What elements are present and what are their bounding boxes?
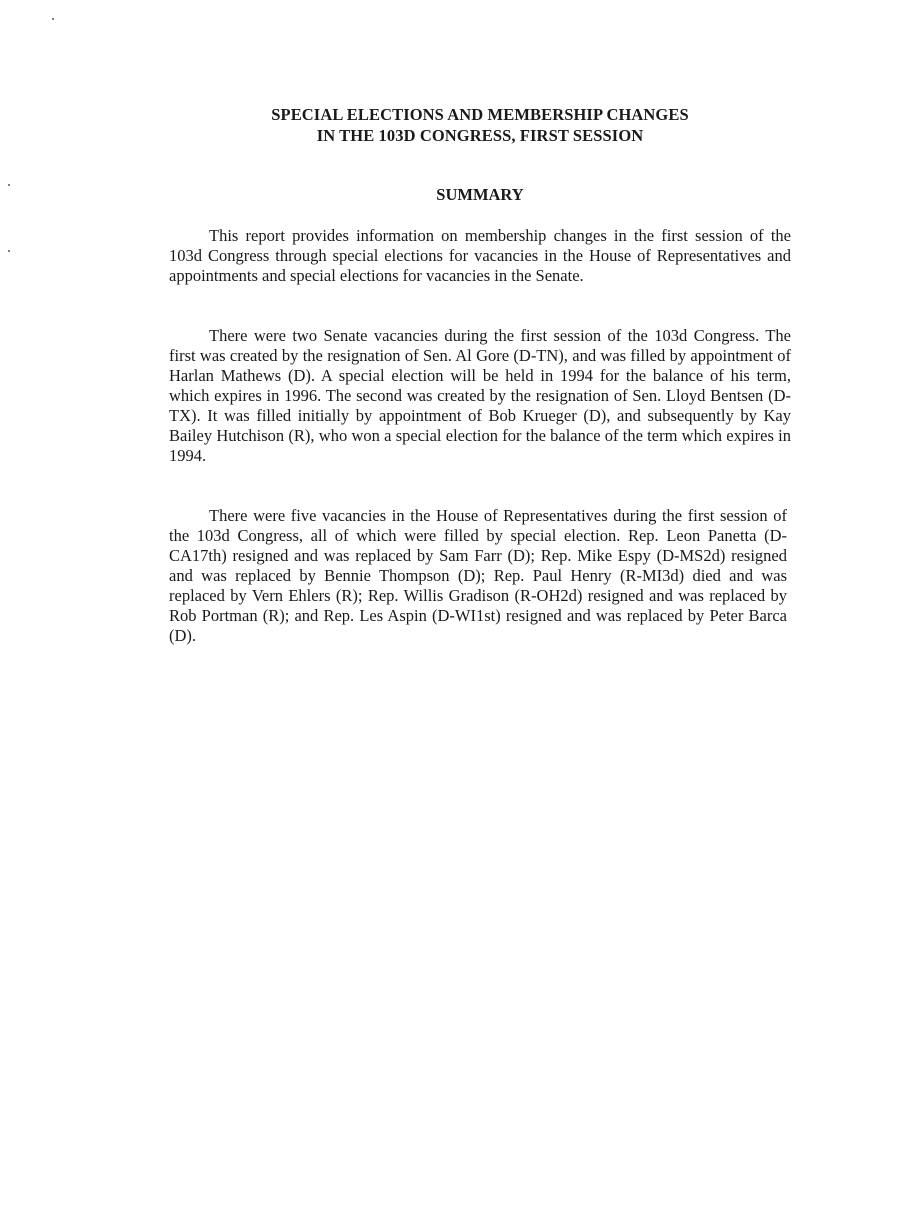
title-line-1: SPECIAL ELECTIONS AND MEMBERSHIP CHANGES — [271, 105, 689, 124]
document-title — [160, 104, 800, 146]
summary-paragraph-1: This report provides information on membership changes in the first session of the 103d Congress through special elections for vacancies in the House of Representatives and appointments and special elections for vacancies in the Senate. — [169, 226, 791, 285]
summary-paragraph-3: There were five vacancies in the House of Representatives during the first session of the 103d Congress, all of which were filled by special election. Rep. Leon Panetta (D-CA17th) resigned and was replaced by Sam Farr (D); Rep. Mike Espy (D-MS2d) resigned and was replaced by Bennie Thompson (D); Rep. Paul Henry (R-MI3d) died and was replaced by Vern Ehlers (R); Rep. Willis Gradison (R-OH2d) resigned and was replaced by Rob Portman (R); and Rep. Les Aspin (D-WI1st) resigned and was replaced by Peter Barca (D). — [169, 506, 787, 645]
scan-speck — [8, 184, 10, 186]
scan-speck — [52, 18, 54, 20]
summary-heading: SUMMARY — [436, 185, 524, 204]
scan-speck — [8, 250, 10, 252]
summary-paragraph-2: There were two Senate vacancies during the first session of the 103d Congress. The first was created by the resignation of Sen. Al Gore (D-TN), and was filled by appointment of Harlan Mathews (D). A special election will be held in 1994 for the balance of his term, which expires in 1996. The second was created by the resignation of Sen. Lloyd Bentsen (D-TX). It was filled initially by appointment of Bob Krueger (D), and subsequently by Kay Bailey Hutchison (R), who won a special election for the balance of the term which expires in 1994. — [169, 326, 791, 465]
title-line-2: IN THE 103D CONGRESS, FIRST SESSION — [316, 126, 644, 145]
